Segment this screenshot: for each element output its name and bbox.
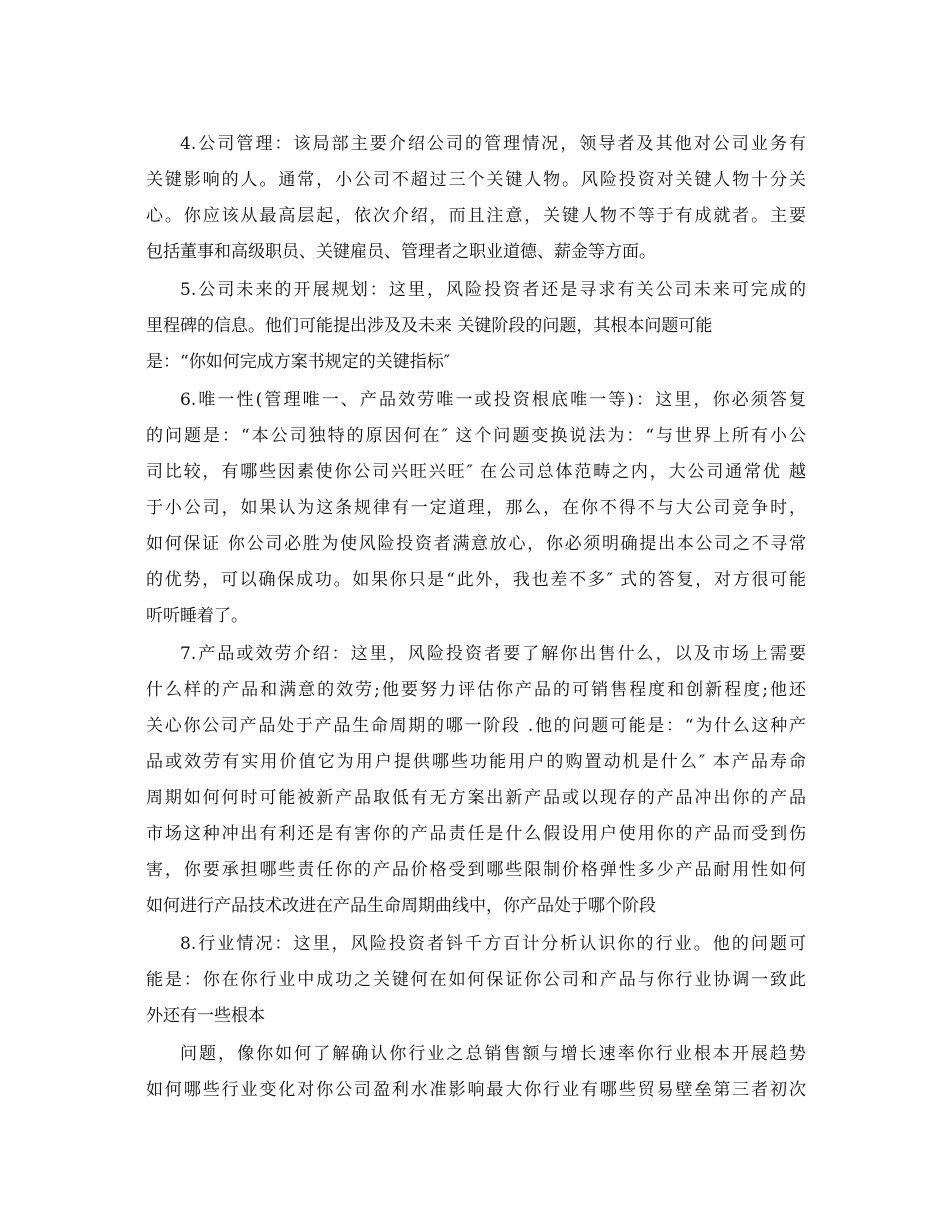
- paragraph-7-line-6: 市场这种冲出有利还是有害你的产品责任是什么假设用户使用你的产品而受到伤: [146, 824, 806, 844]
- paragraph-9-line-2: 如何哪些行业变化对你公司盈利水准影响最大你行业有哪些贸易壁垒第三者初次: [146, 1080, 806, 1100]
- paragraph-7-line-4: 品或效劳有实用价值它为用户提供哪些功能用户的购置动机是什么″ 本产品寿命: [146, 752, 806, 772]
- paragraph-8-line-2: 能是：你在你行业中成功之关键何在如何保证你公司和产品与你行业协调一致此: [146, 970, 806, 990]
- paragraph-7-line-8: 如何进行产品技术改进在产品生命周期曲线中，你产品处于哪个阶段: [146, 896, 656, 916]
- paragraph-5-line-1: 5.公司未来的开展规划：这里，风险投资者还是寻求有关公司未来可完成的: [180, 280, 806, 300]
- paragraph-7-line-7: 害，你要承担哪些责任你的产品价格受到哪些限制价格弹性多少产品耐用性如何: [146, 860, 806, 880]
- paragraph-7-line-5: 周期如何何时可能被新产品取低有无方案出新产品或以现存的产品冲出你的产品: [146, 788, 806, 808]
- paragraph-5-line-2: 里程碑的信息。他们可能提出涉及及未来 关键阶段的问题，其根本问题可能: [146, 316, 713, 336]
- paragraph-4-line-2: 关键影响的人。通常，小公司不超过三个关键人物。风险投资对关键人物十分关: [146, 170, 806, 190]
- paragraph-8-line-1: 8.行业情况：这里，风险投资者钭千方百计分析认识你的行业。他的问题可: [180, 934, 806, 954]
- paragraph-7-line-2: 什么样的产品和满意的效劳;他要努力评估你产品的可销售程度和创新程度;他还: [146, 680, 806, 700]
- paragraph-8-line-3: 外还有一些根本: [146, 1006, 265, 1026]
- paragraph-6-line-6: 的优势，可以确保成功。如果你只是“此外，我也差不多″ 式的答复，对方很可能: [146, 570, 806, 590]
- paragraph-9-line-1: 问题，像你如何了解确认你行业之总销售额与增长速率你行业根本开展趋势: [180, 1044, 806, 1064]
- paragraph-7-line-3: 关心你公司产品处于产品生命周期的哪一阶段 .他的问题可能是：“为什么这种产: [146, 716, 806, 736]
- paragraph-5-line-3: 是：“你如何完成方案书规定的关键指标″: [146, 352, 451, 372]
- paragraph-6-line-4: 于小公司，如果认为这条规律有一定道理，那么，在你不得不与大公司竞争时，: [146, 498, 806, 518]
- paragraph-7-line-1: 7.产品或效劳介绍：这里，风险投资者要了解你出售什么，以及市场上需要: [180, 644, 806, 664]
- paragraph-6-line-3: 司比较，有哪些因素使你公司兴旺兴旺″ 在公司总体范畴之内，大公司通常优 越: [146, 462, 806, 482]
- paragraph-6-line-2: 的问题是：“本公司独特的原因何在″ 这个问题变换说法为：“与世界上所有小公: [146, 426, 806, 446]
- paragraph-4-line-4: 包括董事和高级职员、关键雇员、管理者之职业道德、薪金等方面。: [146, 242, 656, 262]
- paragraph-4-line-3: 心。你应该从最高层起，依次介绍，而且注意，关键人物不等于有成就者。主要: [146, 206, 806, 226]
- paragraph-6-line-5: 如何保证 你公司必胜为使风险投资者满意放心，你必须明确提出本公司之不寻常: [146, 534, 806, 554]
- paragraph-6-line-7: 听听睡着了。: [146, 606, 248, 626]
- paragraph-4-line-1: 4.公司管理：该局部主要介绍公司的管理情况，领导者及其他对公司业务有: [180, 134, 806, 154]
- paragraph-6-line-1: 6.唯一性(管理唯一、产品效劳唯一或投资根底唯一等)：这里，你必须答复: [180, 390, 806, 410]
